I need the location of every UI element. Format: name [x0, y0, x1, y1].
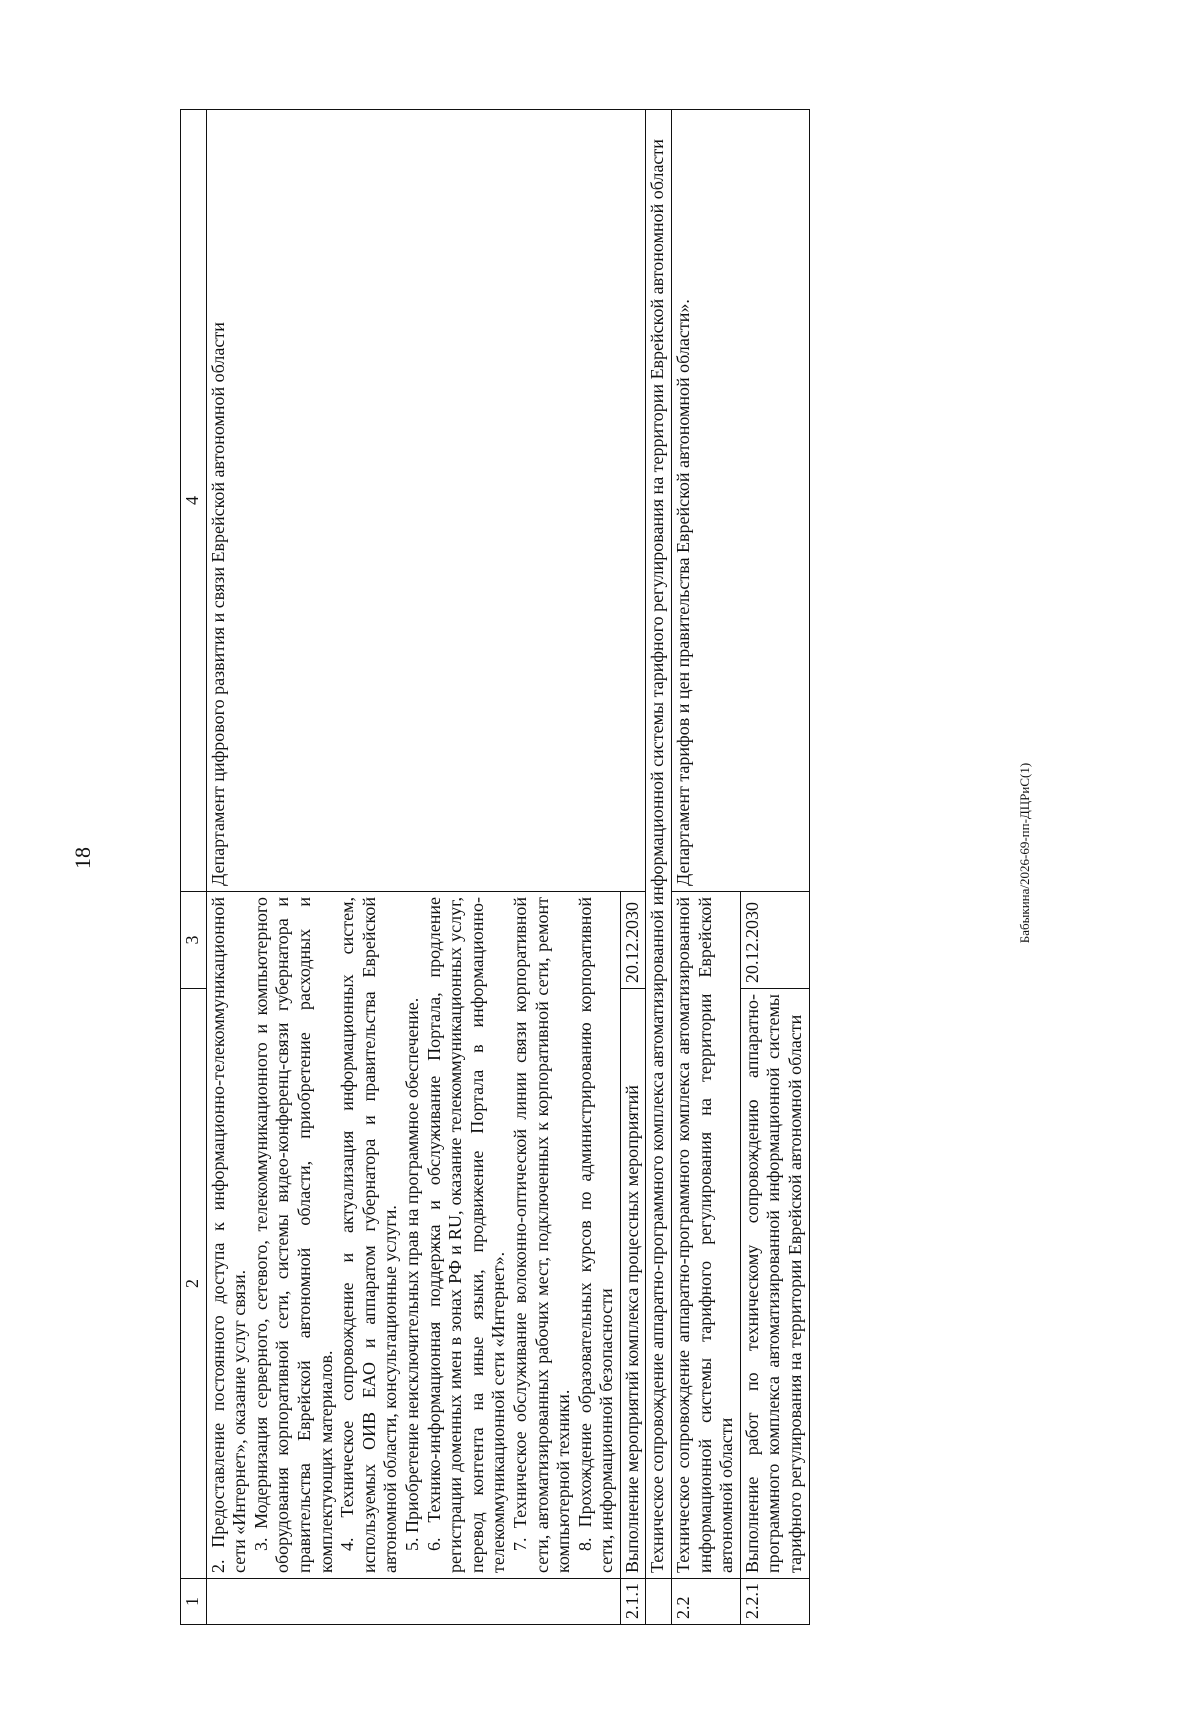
header-col-2: 2	[181, 989, 207, 1579]
row-2-2-1-date: 20.12.2030	[740, 892, 809, 989]
row-2-1-1-num: 2.1.1	[620, 1579, 646, 1625]
document-id: Бабыкина/2026-69-пп-ДЦРиС(1)	[1017, 762, 1032, 944]
activity-5: 5. Приобретение неисключительных прав на программное обеспечение.	[401, 997, 422, 1551]
table-row-intro	[206, 110, 620, 1625]
row-2-1-1-date: 20.12.2030	[620, 892, 646, 989]
activity-3: 3. Модернизация серверного, сетевого, телекоммуникационного и компьютерного оборудования корпоративной сети, системы видео-конференц-связи губернатора и правительства Еврейской автономной области, приобретение расходных и комплектующих материалов.	[250, 897, 336, 1573]
rotated-table-area	[180, 110, 980, 1625]
activities-table	[180, 109, 810, 1625]
header-col-3: 3	[181, 892, 207, 989]
row-2-2-num: 2.2	[672, 1579, 741, 1625]
header-col-4: 4	[181, 110, 207, 892]
activity-8: 8. Прохождение образовательных курсов по администрированию корпоративной сети, информационной безопасности	[574, 897, 617, 1573]
row-2-2-1-num: 2.2.1	[740, 1579, 809, 1625]
row-section-num	[646, 1579, 672, 1625]
activity-4: 4. Техническое сопровождение и актуализация информационных систем, используемых ОИВ ЕАО и аппаратом губернатора и правительства Еврейской автономной области, консультационные услуги.	[337, 897, 401, 1573]
row-2-2-text: Техническое сопровождение аппаратно-программного комплекса автоматизированной информационной системы тарифного регулирования на территории Еврейской автономной области	[672, 892, 741, 1579]
header-col-1: 1	[181, 1579, 207, 1625]
row-2-1-1-text: Выполнение мероприятий комплекса процессных мероприятий	[620, 989, 646, 1579]
activity-7: 7. Техническое обслуживание волоконно-оптической линии связи корпоративной сети, автоматизированных рабочих мест, подключенных к корпоративной сети, ремонт компьютерной техники.	[509, 897, 574, 1573]
header-row	[181, 110, 207, 1625]
activity-2: 2. Предоставление постоянного доступа к информационно-телекоммуникационной сети «Интернет», оказание услуг связи.	[207, 897, 250, 1573]
row-2-2-responsible: Департамент тарифов и цен правительства Еврейской автономной области».	[672, 110, 810, 892]
table-row-section	[646, 110, 672, 1625]
row-section-text: Техническое сопровождение аппаратно-программного комплекса автоматизированной информационной системы тарифного регулирования на территории Еврейской автономной области	[646, 110, 672, 1579]
activity-6: 6. Технико-информационная поддержка и обслуживание Портала, продление регистрации доменных имен в зонах РФ и RU, оказание телекоммуникационных услуг, перевод контента на иные языки, продвижение Портала в информационно-телекоммуникационной сети «Интернет».	[423, 897, 509, 1573]
page-number: 18	[70, 847, 95, 869]
row-intro-num	[206, 1579, 620, 1625]
table-row-2-2	[672, 110, 741, 1625]
row-intro-responsible: Департамент цифрового развития и связи Еврейской автономной области	[206, 110, 646, 892]
row-intro-activities	[206, 892, 620, 1579]
row-2-2-1-text: Выполнение работ по техническому сопровождению аппаратно-программного комплекса автоматизированной информационной системы тарифного регулирования на территории Еврейской автономной области	[740, 989, 809, 1579]
